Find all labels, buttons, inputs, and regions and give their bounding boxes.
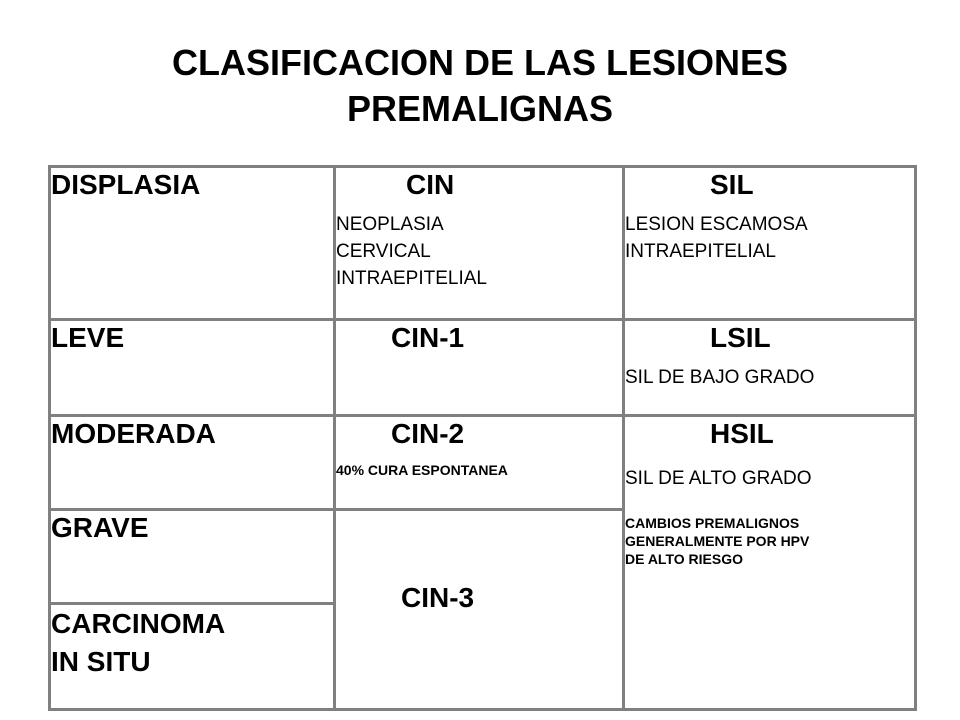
row-carcinoma-cell: [50, 604, 335, 710]
header-cin-desc: [336, 211, 622, 292]
header-sil-desc: [625, 211, 914, 265]
row-lsil-desc: SIL DE BAJO GRADO: [625, 366, 815, 388]
row-carcinoma-line-1: CARCINOMA: [51, 608, 226, 640]
header-displasia: DISPLASIA: [51, 169, 201, 200]
row-cin2-label: CIN-2: [391, 418, 465, 450]
row-grave-label: GRAVE: [51, 511, 149, 543]
row-leve-label: LEVE: [51, 321, 125, 353]
header-cin-desc-line-2: CERVICAL: [336, 241, 431, 262]
row-cin3-label: CIN-3: [401, 581, 475, 613]
header-sil: SIL: [710, 169, 754, 200]
row-hsil-note-line-2: GENERALMENTE POR HPV: [625, 533, 810, 550]
table-row: [50, 416, 916, 510]
header-cin-cell: [335, 167, 624, 320]
header-sil-desc-line-2: INTRAEPITELIAL: [625, 241, 776, 262]
table-row: [50, 319, 916, 416]
row-hsil-note: [625, 514, 914, 568]
header-cin-desc-line-1: NEOPLASIA: [336, 214, 444, 235]
row-leve-cell: [50, 319, 335, 416]
header-cin-desc-line-3: INTRAEPITELIAL: [336, 268, 487, 289]
header-sil-cell: [624, 167, 916, 320]
row-grave-cell: [50, 509, 335, 604]
row-hsil-cell: [624, 416, 916, 710]
page-title: [0, 40, 960, 132]
row-cin1-label: CIN-1: [391, 321, 465, 353]
row-lsil-cell: [624, 319, 916, 416]
row-carcinoma-line-2: IN SITU: [51, 646, 151, 678]
row-lsil-label: LSIL: [710, 321, 771, 353]
title-line-1: CLASIFICACION DE LAS LESIONES: [171, 42, 789, 83]
row-cin2-note: 40% CURA ESPONTANEA: [336, 462, 508, 479]
row-moderada-label: MODERADA: [51, 418, 216, 450]
row-hsil-note-line-3: DE ALTO RIESGO: [625, 551, 743, 568]
row-cin2-cell: [335, 416, 624, 510]
row-hsil-desc: SIL DE ALTO GRADO: [625, 468, 812, 490]
title-line-2: PREMALIGNAS: [346, 88, 613, 129]
header-cin: CIN: [406, 169, 455, 200]
header-displasia-cell: [50, 167, 335, 320]
row-hsil-note-line-1: CAMBIOS PREMALIGNOS: [625, 515, 800, 532]
classification-table: [48, 165, 917, 711]
header-sil-desc-line-1: LESION ESCAMOSA: [625, 214, 808, 235]
row-cin1-cell: [335, 319, 624, 416]
row-carcinoma-label: [51, 605, 333, 681]
row-moderada-cell: [50, 416, 335, 510]
table-header-row: [50, 167, 916, 320]
row-hsil-label: HSIL: [710, 418, 774, 450]
row-cin3-cell: [335, 509, 624, 709]
